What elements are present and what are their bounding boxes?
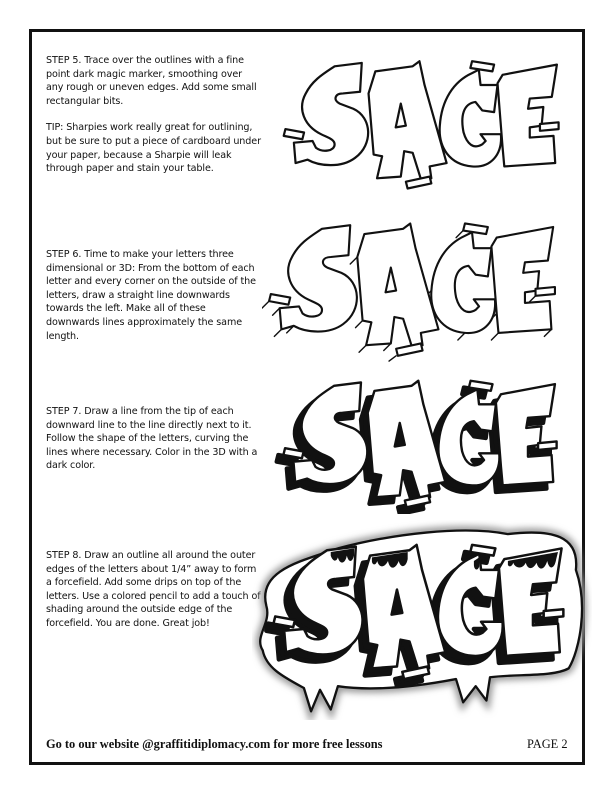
- step-6-instructions: STEP 6. Time to make your letters three dimensional or 3D: From the bottom of each letter and every corner on the outside of the letters, draw a straight line downwards towards the left. Make all of these downwards lines approximately the same length.: [46, 249, 256, 342]
- step-6-text: [46, 248, 261, 343]
- step-5-tip: TIP: Sharpies work really great for outlining, but be sure to put a piece of cardboard under your paper, because a Sharpie will leak through paper and stain your table.: [46, 122, 261, 175]
- step-7-text: [46, 405, 261, 473]
- step-5-instructions: STEP 5. Trace over the outlines with a fine point dark magic marker, smoothing over any rough or uneven edges. Add some small rectangular bits.: [46, 55, 257, 107]
- step-5-artwork-sage-outline: [282, 44, 562, 204]
- step-8-artwork-sage-forcefield: [252, 520, 592, 720]
- step-7-instructions: STEP 7. Draw a line from the tip of each downward line to the line directly next to it. Follow the shape of the letters, curving the lines where necessary. Color in the 3D with a dark color.: [46, 406, 258, 472]
- step-8-instructions: STEP 8. Draw an outline all around the outer edges of the letters about 1/4” away to form a forcefield. Add some drips on top of the letters. Use a colored pencil to add a touch of shading around the outside edge of the forcefield. You are done. Great job!: [46, 550, 261, 629]
- step-5-text: [46, 54, 261, 176]
- step-6-artwork-sage-3d-lines: [262, 212, 562, 362]
- page-number: PAGE 2: [527, 737, 568, 751]
- step-7-artwork-sage-3d-filled: [270, 374, 570, 514]
- step-8-text: [46, 549, 261, 631]
- website-link[interactable]: Go to our website @graffitidiplomacy.com for more free lessons: [46, 737, 383, 751]
